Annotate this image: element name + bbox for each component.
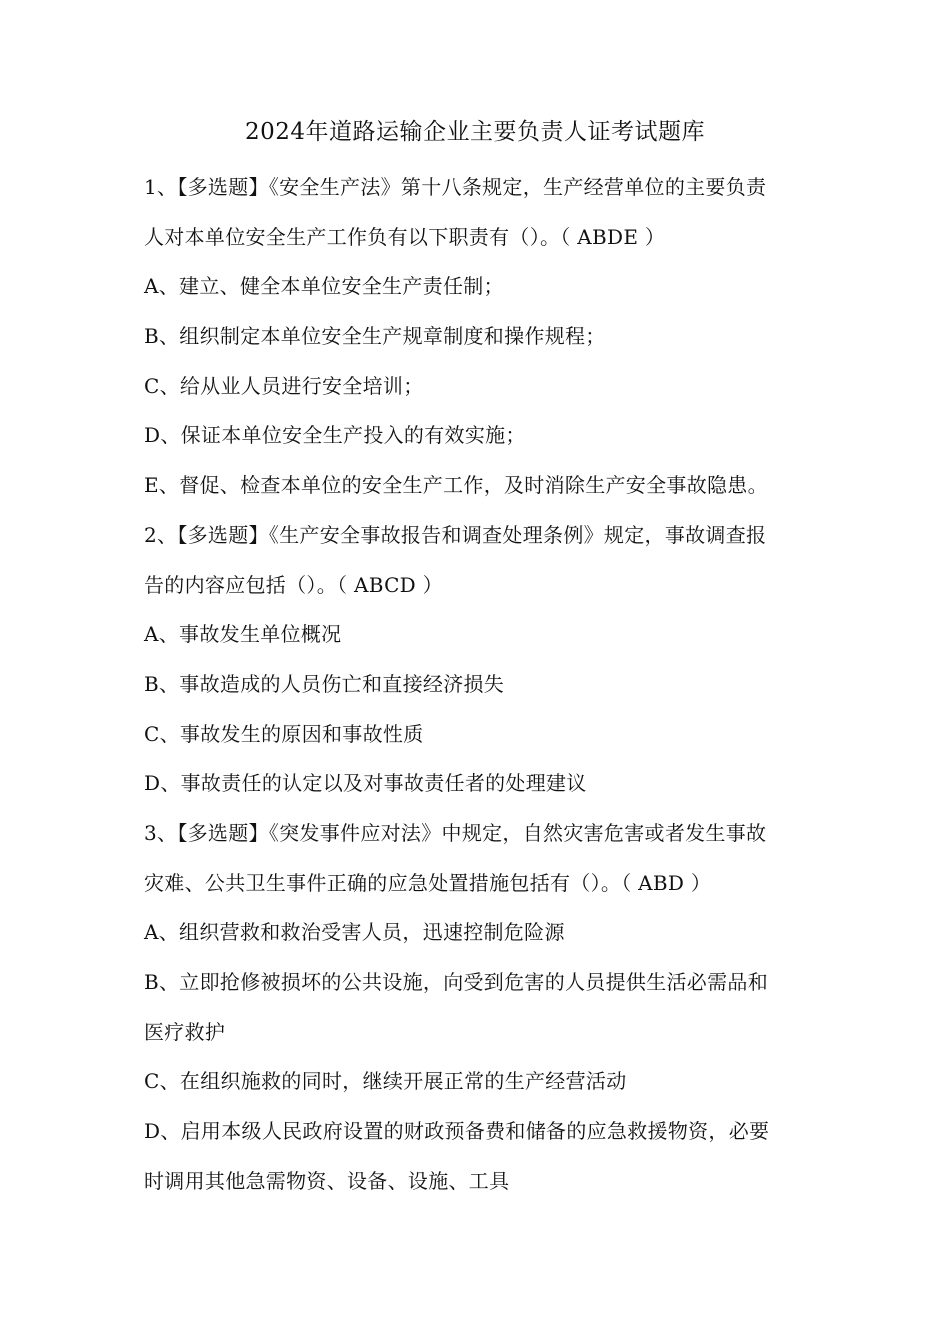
text-line-q2-option-c: C、事故发生的原因和事故性质 — [144, 721, 424, 746]
text-line-q3-option-c: C、在组织施救的同时，继续开展正常的生产经营活动 — [144, 1069, 627, 1094]
text-line-q1-option-e: E、督促、检查本单位的安全生产工作，及时消除生产安全事故隐患。 — [144, 473, 768, 498]
text-line-q3-option-a: A、组织营救和救治受害人员，迅速控制危险源 — [144, 920, 565, 945]
text-line-q1-stem-2: 人对本单位安全生产工作负有以下职责有（）。（ ABDE ） — [144, 224, 666, 249]
text-line-q3-option-b-1: B、立即抢修被损坏的公共设施，向受到危害的人员提供生活必需品和 — [144, 970, 768, 994]
text-line-q2-stem-1: 2、【多选题】《生产安全事故报告和调查处理条例》规定，事故调查报 — [144, 522, 767, 547]
document-title: 2024年道路运输企业主要负责人证考试题库 — [244, 119, 706, 145]
text-line-q3-option-d-2: 时调用其他急需物资、设备、设施、工具 — [144, 1168, 510, 1193]
text-line-q2-option-b: B、事故造成的人员伤亡和直接经济损失 — [144, 671, 505, 696]
text-line-q3-stem-1: 3、【多选题】《突发事件应对法》中规定，自然灾害危害或者发生事故 — [144, 820, 767, 845]
text-line-q1-option-d: D、保证本单位安全生产投入的有效实施； — [144, 423, 526, 448]
text-line-q2-option-a: A、事故发生单位概况 — [144, 622, 342, 647]
text-line-q1-option-b: B、组织制定本单位安全生产规章制度和操作规程； — [144, 324, 606, 349]
text-line-q1-stem-1: 1、【多选题】《安全生产法》第十八条规定，生产经营单位的主要负责 — [144, 175, 767, 199]
text-line-q1-option-a: A、建立、健全本单位安全生产责任制； — [144, 274, 504, 299]
text-line-q3-stem-2: 灾难、公共卫生事件正确的应急处置措施包括有（）。（ ABD ） — [144, 870, 712, 895]
document-body — [144, 170, 816, 1213]
text-line-q3-option-d-1: D、启用本级人民政府设置的财政预备费和储备的应急救援物资，必要 — [144, 1119, 770, 1144]
text-line-q1-option-c: C、给从业人员进行安全培训； — [144, 373, 424, 398]
text-line-q2-stem-2: 告的内容应包括（）。（ ABCD ） — [144, 572, 443, 597]
text-line-q3-option-b-2: 医疗救护 — [144, 1019, 226, 1044]
text-line-q2-option-d: D、事故责任的认定以及对事故责任者的处理建议 — [144, 771, 587, 796]
